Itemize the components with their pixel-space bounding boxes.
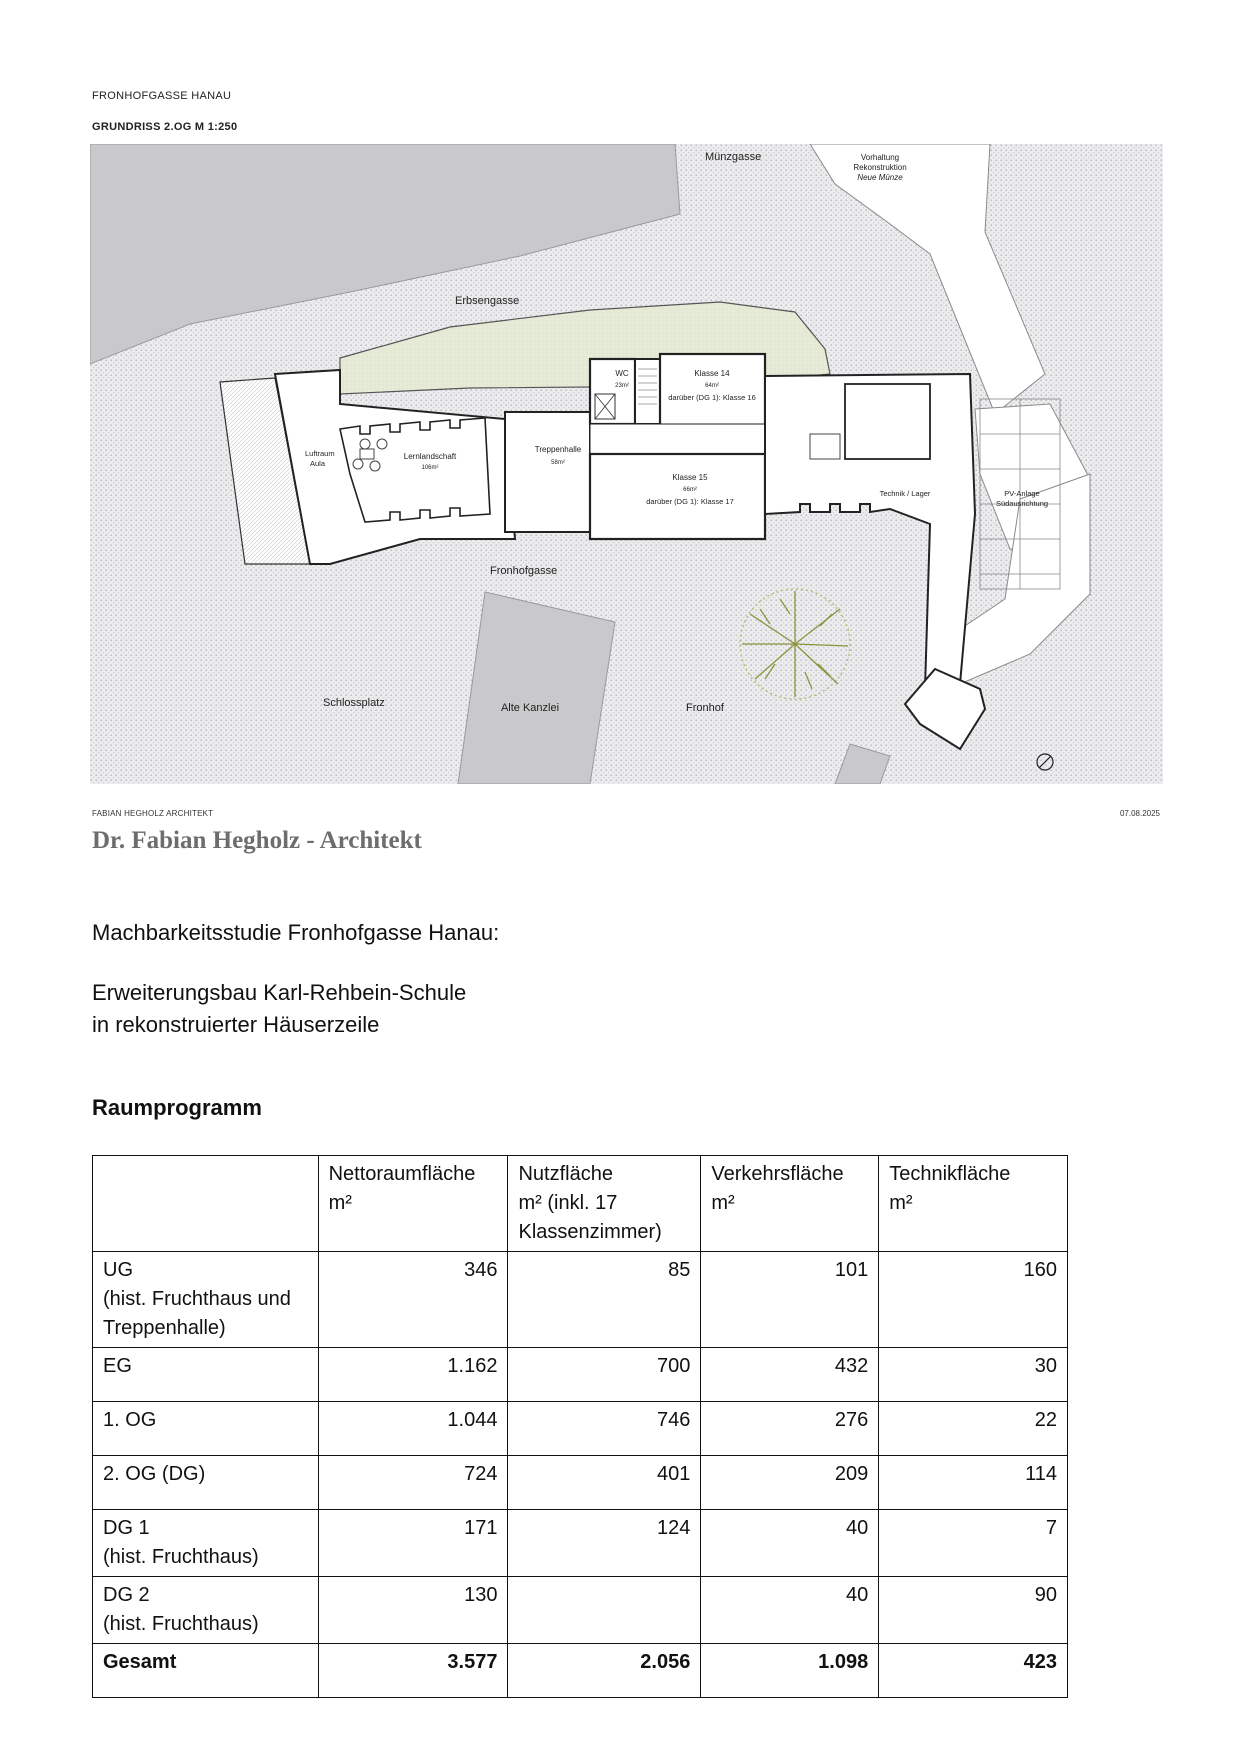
cell-technik: 30 [879,1348,1068,1402]
cell-verkehr: 101 [701,1252,879,1348]
table-total-row [93,1644,1068,1698]
label-klasse-15: Klasse 15 [672,473,708,482]
header-verkehr-line2: m² [711,1192,735,1214]
corridor [590,424,765,454]
row-label [93,1510,319,1577]
author-name: Dr. Fabian Hegholz - Architekt [92,827,422,854]
treppenhalle-room [505,412,590,532]
cell-nutz: 746 [508,1402,701,1456]
header-netto-line2: m² [328,1192,352,1214]
label-fronhof: Fronhof [686,702,724,714]
header-empty [93,1156,319,1252]
cell-netto: 724 [318,1456,508,1510]
label-wc: WC [615,369,629,378]
label-pv-2: Südausrichtung [995,499,1049,508]
total-label: Gesamt [93,1644,319,1698]
label-klasse-14-area: 64m² [705,383,719,389]
label-klasse-14-note: darüber (DG 1): Klasse 16 [668,393,756,402]
label-treppenhalle: Treppenhalle [534,445,582,454]
header-netto [318,1156,508,1252]
label-muenzgasse: Münzgasse [705,151,762,163]
label-erbsengasse: Erbsengasse [455,295,520,307]
table-header-row [93,1156,1068,1252]
subtitle-line-2: in rekonstruierter Häuserzeile [92,1012,380,1037]
cell-technik: 22 [879,1402,1068,1456]
cell-nutz: 85 [508,1252,701,1348]
header-technik-line2: m² [889,1192,913,1214]
technik-lager-room [845,384,930,459]
header-verkehr [701,1156,879,1252]
row-label [93,1577,319,1644]
row-label [93,1252,319,1348]
cell-nutz [508,1577,701,1644]
label-technik: Technik / Lager [879,489,931,498]
label-alte-kanzlei: Alte Kanzlei [500,702,560,714]
cell-verkehr: 40 [701,1510,879,1577]
header-technik [879,1156,1068,1252]
cell-netto: 171 [318,1510,508,1577]
cell-netto: 130 [318,1577,508,1644]
floor-plan-drawing [90,144,1163,784]
label-vorhaltung-1: Vorhaltung [860,153,900,162]
cell-verkehr: 209 [701,1456,879,1510]
subtitle-line-1: Erweiterungsbau Karl-Rehbein-Schule [92,980,467,1005]
table-row [93,1252,1068,1348]
label-klasse-15-note: darüber (DG 1): Klasse 17 [646,497,734,506]
cell-netto: 346 [318,1252,508,1348]
table-row [93,1402,1068,1456]
row-label-sub: (hist. Fruchthaus) [103,1546,259,1568]
plan-title: GRUNDRISS 2.OG M 1:250 [92,121,238,133]
label-vorhaltung-3: Neue Münze [857,173,903,182]
footer-date: 07.08.2025 [1119,809,1160,818]
label-klasse-14: Klasse 14 [694,369,730,378]
total-nutz: 2.056 [508,1644,701,1698]
table-row [93,1577,1068,1644]
header-nutz [508,1156,701,1252]
row-label-sub: (hist. Fruchthaus) [103,1613,259,1635]
label-fronhofgasse: Fronhofgasse [490,565,558,577]
cell-technik: 160 [879,1252,1068,1348]
label-lernlandschaft-area: 106m² [421,465,439,471]
row-label: EG [93,1348,319,1402]
cell-verkehr: 40 [701,1577,879,1644]
footer-architect: FABIAN HEGHOLZ ARCHITEKT [92,809,214,818]
label-klasse-15-area: 66m² [683,487,697,493]
lernlandschaft-room [340,418,490,522]
header-technik-line1: Technikfläche [889,1163,1011,1185]
label-vorhaltung-2: Rekonstruktion [853,163,907,172]
table-row [93,1456,1068,1510]
label-luftraum-2: Aula [310,459,326,468]
raumprogramm-table [92,1155,1068,1698]
cell-netto: 1.044 [318,1402,508,1456]
cell-nutz: 401 [508,1456,701,1510]
table-row [93,1510,1068,1577]
cell-netto: 1.162 [318,1348,508,1402]
cell-verkehr: 432 [701,1348,879,1402]
stair-east [810,434,840,459]
project-name: FRONHOFGASSE HANAU [92,90,232,102]
row-label-main: DG 1 [103,1517,150,1539]
subtitle [92,977,466,1041]
total-technik: 423 [879,1644,1068,1698]
header-nutz-line2: m² (inkl. 17 Klassenzimmer) [518,1192,662,1243]
header-netto-line1: Nettoraumfläche [328,1163,476,1185]
label-luftraum-1: Luftraum [305,449,335,458]
row-label: 1. OG [93,1402,319,1456]
row-label: 2. OG (DG) [93,1456,319,1510]
section-title-raumprogramm: Raumprogramm [92,1095,262,1120]
cell-technik: 90 [879,1577,1068,1644]
cell-nutz: 124 [508,1510,701,1577]
cell-technik: 7 [879,1510,1068,1577]
header-nutz-line1: Nutzfläche [518,1163,613,1185]
cell-technik: 114 [879,1456,1068,1510]
label-pv-1: PV-Anlage [1004,489,1040,498]
table-row [93,1348,1068,1402]
cell-verkehr: 276 [701,1402,879,1456]
floor-plan [90,144,1163,784]
klasse-14-room [660,354,765,429]
label-wc-area: 23m² [615,383,629,389]
row-label-main: DG 2 [103,1584,150,1606]
building-alte-kanzlei [458,592,615,784]
header-verkehr-line1: Verkehrsfläche [711,1163,844,1185]
study-title: Machbarkeitsstudie Fronhofgasse Hanau: [92,920,500,945]
label-treppenhalle-area: 58m² [551,460,565,466]
row-label-sub: (hist. Fruchthaus und Treppenhalle) [103,1288,291,1339]
row-label-main: UG [103,1259,133,1281]
cell-nutz: 700 [508,1348,701,1402]
label-schlossplatz: Schlossplatz [323,697,385,709]
label-lernlandschaft: Lernlandschaft [403,452,457,461]
total-verkehr: 1.098 [701,1644,879,1698]
total-netto: 3.577 [318,1644,508,1698]
